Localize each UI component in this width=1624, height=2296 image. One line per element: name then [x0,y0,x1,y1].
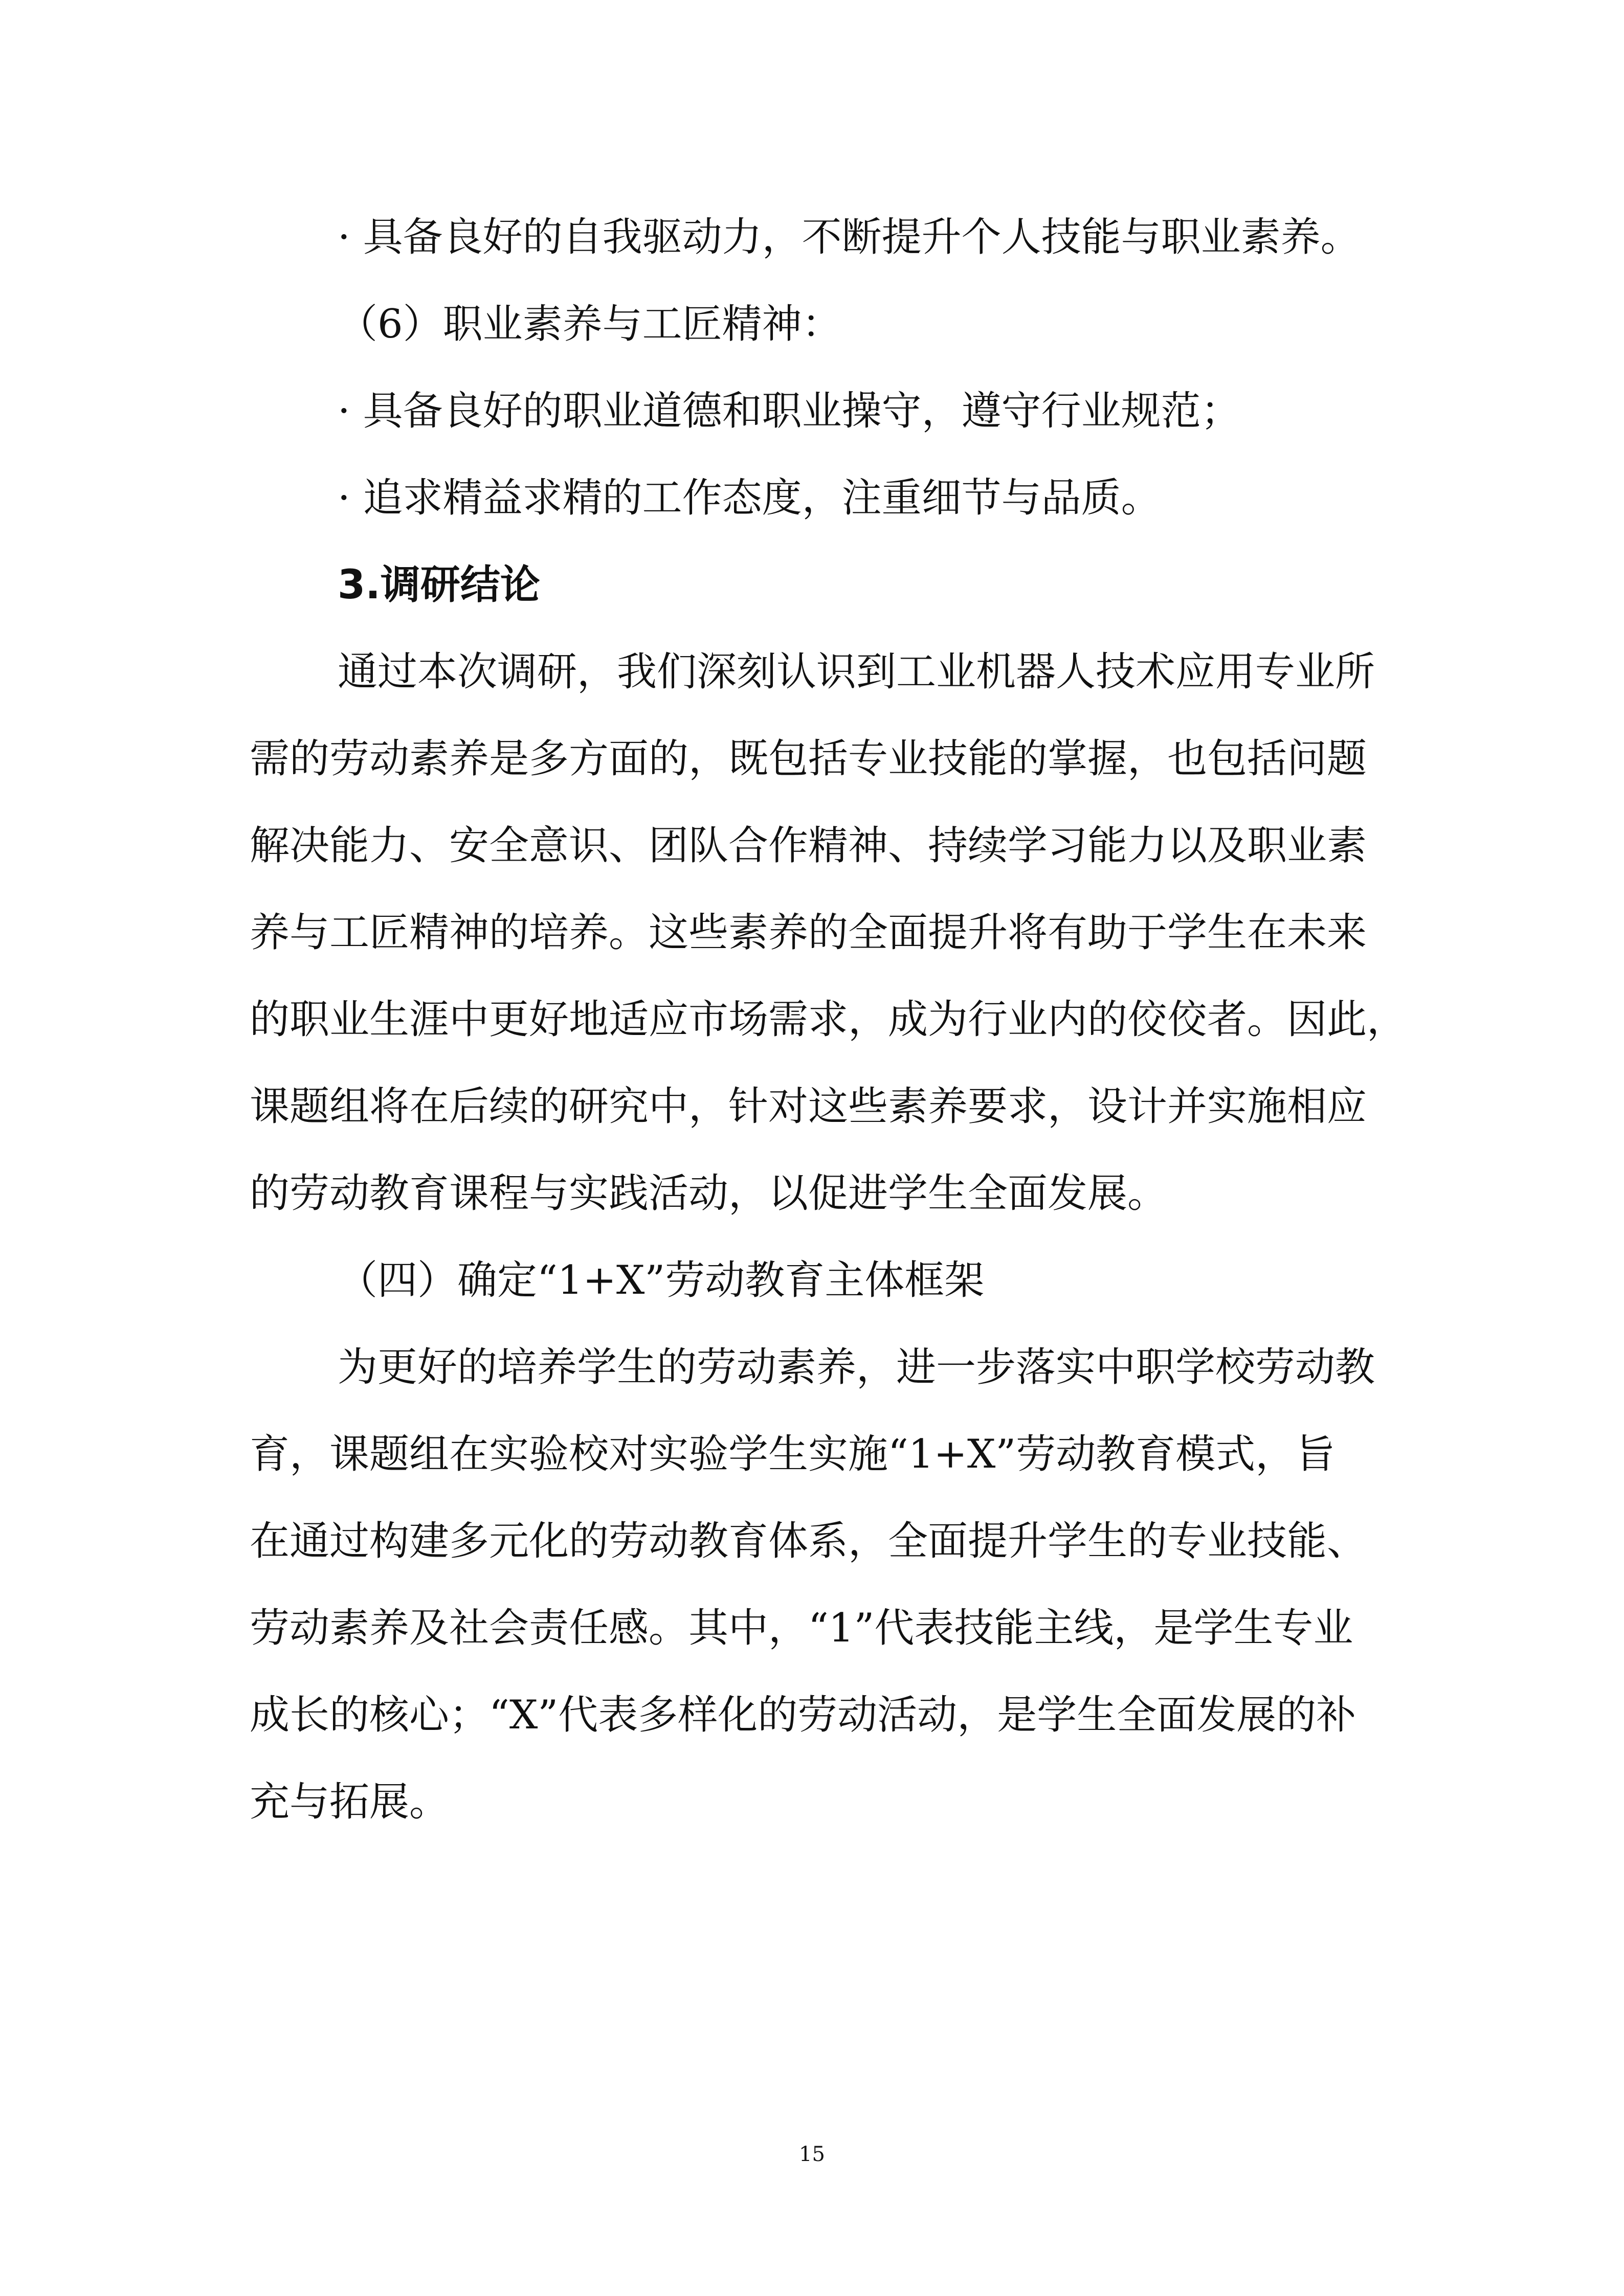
paragraph-line: 的职业生涯中更好地适应市场需求，成为行业内的佼佼者。因此， [250,997,1407,1043]
paragraph-line: 课题组将在后续的研究中，针对这些素养要求，设计并实施相应 [250,1084,1367,1130]
paragraph-line: 的劳动教育课程与实践活动，以促进学生全面发展。 [250,1170,1168,1217]
paragraph-line: 养与工匠精神的培养。这些素养的全面提升将有助于学生在未来 [250,910,1367,956]
page-number: 15 [799,2143,825,2166]
bullet-self-drive: · 具备良好的自我驱动力，不断提升个人技能与职业素养。 [338,214,1361,260]
paragraph-line: 成长的核心；“X”代表多样化的劳动活动，是学生全面发展的补 [250,1692,1356,1738]
paragraph-line: 通过本次调研，我们深刻认识到工业机器人技术应用专业所 [338,649,1375,695]
subheading-professionalism: （6）职业素养与工匠精神： [338,301,842,347]
paragraph-line: 解决能力、安全意识、团队合作精神、持续学习能力以及职业素 [250,823,1367,869]
paragraph-line: 需的劳动素养是多方面的，既包括专业技能的掌握，也包括问题 [250,736,1367,782]
paragraph-line: 育，课题组在实验校对实验学生实施“1+X”劳动教育模式，旨 [250,1431,1336,1477]
paragraph-line: 劳动素养及社会责任感。其中，“1”代表技能主线，是学生专业 [250,1605,1353,1651]
bullet-quality: · 追求精益求精的工作态度，注重细节与品质。 [338,475,1161,521]
paragraph-line: 充与拓展。 [250,1779,450,1825]
section-heading-conclusion: 3.调研结论 [338,562,540,608]
paragraph-line: 为更好的培养学生的劳动素养，进一步落实中职学校劳动教 [338,1344,1375,1390]
bullet-ethics: · 具备良好的职业道德和职业操守，遵守行业规范； [338,388,1241,434]
paragraph-line: 在通过构建多元化的劳动教育体系，全面提升学生的专业技能、 [250,1518,1367,1564]
section-heading-framework: （四）确定“1+X”劳动教育主体框架 [338,1257,985,1303]
